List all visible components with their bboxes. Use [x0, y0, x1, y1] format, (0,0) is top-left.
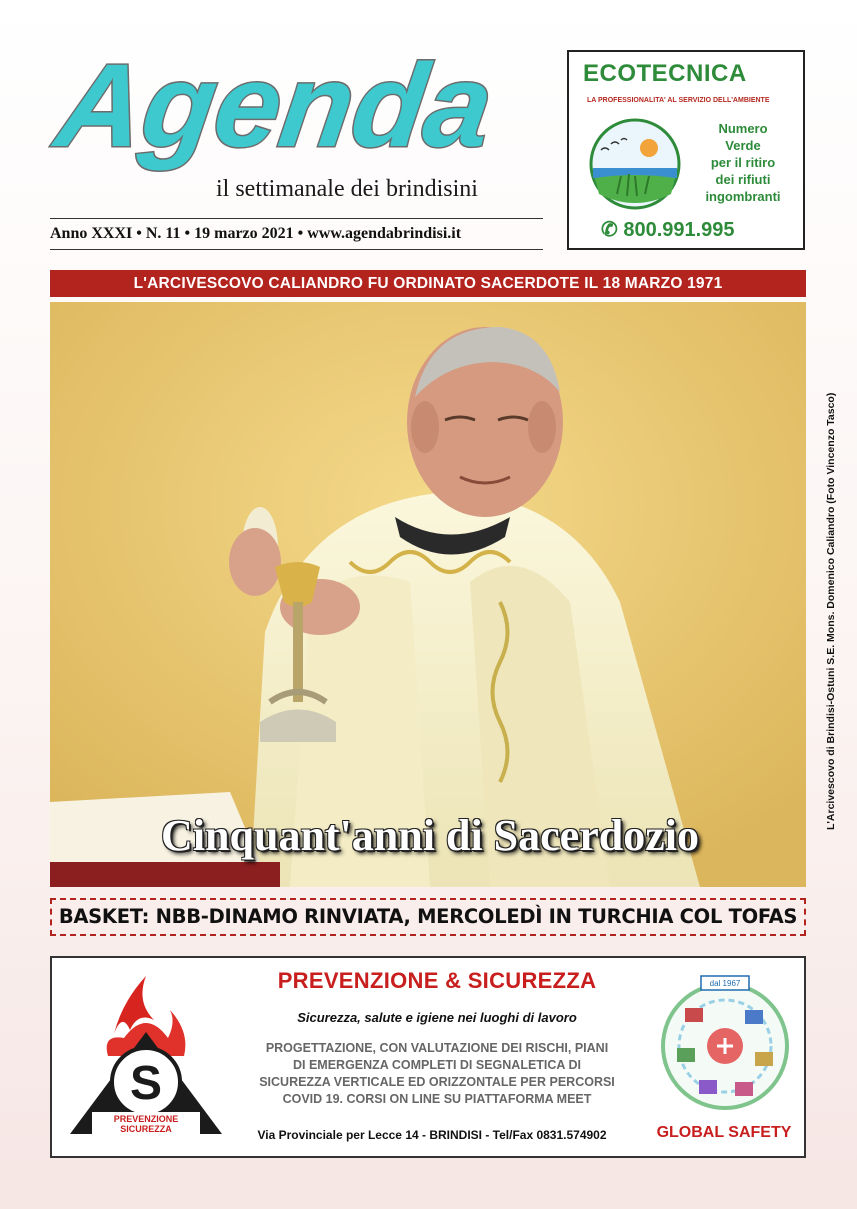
ecotecnica-phone-number: 800.991.995	[623, 219, 735, 241]
basket-headline: BASKET: NBB-DINAMO RINVIATA, MERCOLEDÌ IN TURCHIA COL TOFAS	[50, 898, 806, 936]
verde-line: dei rifiuti	[715, 172, 771, 187]
ad-body-line: DI EMERGENZA COMPLETI DI SEGNALETICA DI	[293, 1058, 581, 1072]
global-safety-globe-icon	[655, 968, 795, 1118]
issue-line: Anno XXXI • N. 11 • 19 marzo 2021 • www.agendabrindisi.it	[50, 218, 543, 250]
ecotecnica-landscape-icon	[587, 116, 683, 212]
cover-photo	[50, 302, 806, 887]
logo-line2: SICUREZZA	[120, 1124, 172, 1134]
verde-line: per il ritiro	[710, 155, 776, 170]
verde-line: ingombranti	[705, 189, 781, 204]
globe-year: dal 1967	[709, 979, 741, 988]
ad-address: Via Provinciale per Lecce 14 - BRINDISI - Tel/Fax 0831.574902	[257, 1128, 607, 1142]
masthead-logo	[49, 38, 560, 178]
ad-body-line: PROGETTAZIONE, CON VALUTAZIONE DEI RISCHI, PIANI	[265, 1041, 609, 1055]
ecotecnica-numero-verde	[687, 120, 799, 205]
ad-subtitle: Sicurezza, salute e igiene nei luoghi di lavoro	[297, 1010, 577, 1025]
phone-icon: ✆	[601, 219, 618, 241]
logo-letter: S	[129, 1057, 163, 1110]
logo-line1: PREVENZIONE	[113, 1114, 179, 1124]
photo-caption: Cinquant'anni di Sacerdozio	[161, 811, 699, 860]
ecotecnica-ad[interactable]	[567, 50, 805, 250]
ecotecnica-phone[interactable]	[601, 217, 735, 242]
main-headline: L'ARCIVESCOVO CALIANDRO FU ORDINATO SACERDOTE IL 18 MARZO 1971	[50, 270, 806, 297]
masthead-subtitle: il settimanale dei brindisini	[216, 176, 478, 202]
photo-credit-text: L'Arcivescovo di Brindisi-Ostuni S.E. Mons. Domenico Caliandro (Foto Vincenzo Tasco)	[825, 392, 837, 830]
global-safety-label: GLOBAL SAFETY	[656, 1124, 792, 1141]
ad-body	[227, 1040, 647, 1108]
masthead-title: Agenda	[49, 40, 501, 172]
ecotecnica-name: ECOTECNICA	[583, 60, 747, 87]
prevenzione-sicurezza-ad[interactable]	[50, 956, 806, 1158]
verde-line: Numero	[718, 121, 768, 136]
photo-credit	[810, 360, 840, 830]
ad-title: PREVENZIONE & SICUREZZA	[277, 968, 597, 993]
ad-body-line: COVID 19. CORSI ON LINE SU PIATTAFORMA MEET	[282, 1092, 592, 1106]
ecotecnica-tagline: LA PROFESSIONALITA' AL SERVIZIO DELL'AMBIENTE	[587, 97, 770, 104]
ad-body-line: SICUREZZA VERTICALE ED ORIZZONTALE PER PERCORSI	[259, 1075, 615, 1089]
prevenzione-logo-icon	[66, 972, 226, 1142]
verde-line: Verde	[725, 138, 761, 153]
